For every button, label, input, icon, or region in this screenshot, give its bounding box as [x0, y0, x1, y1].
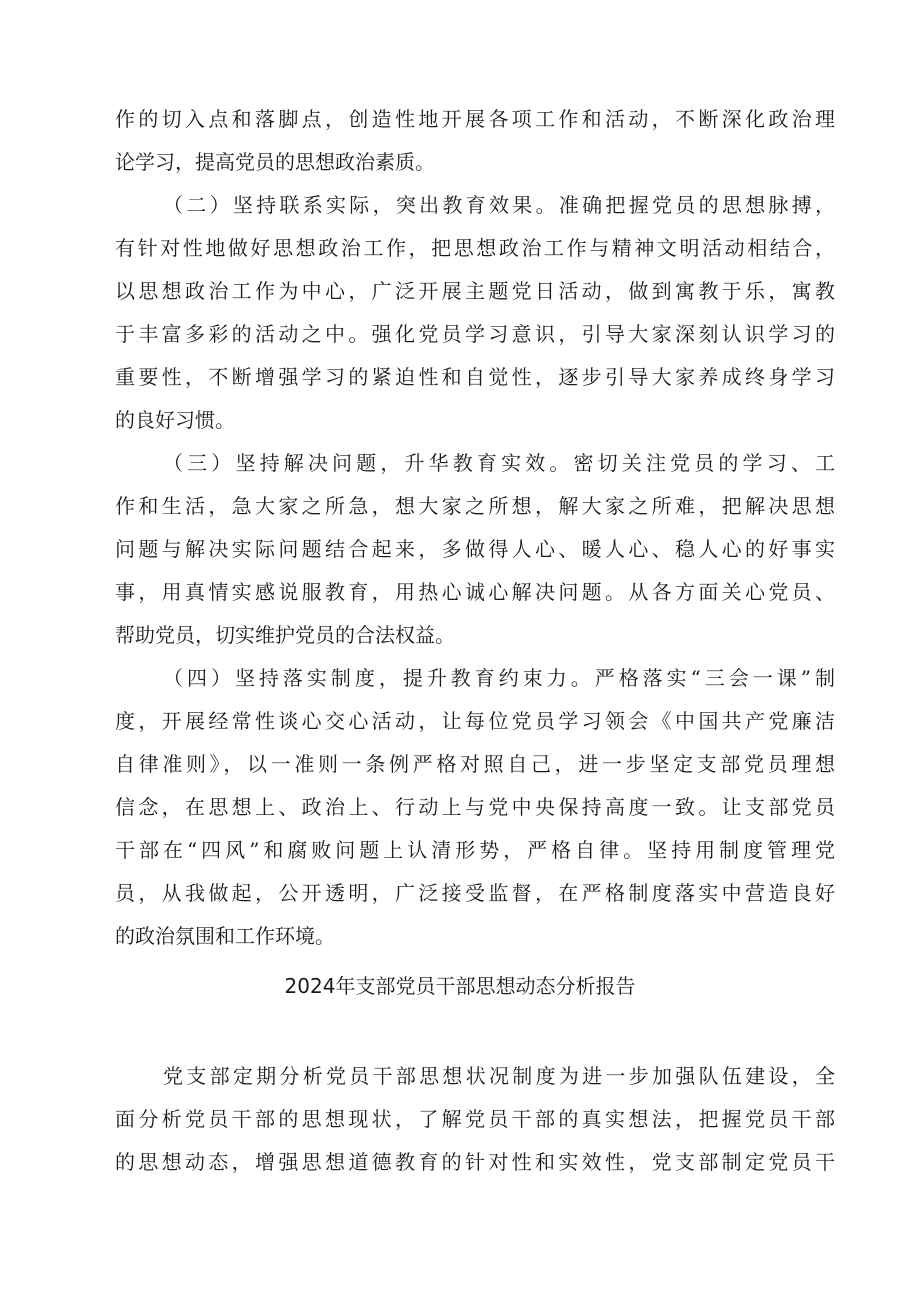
text-line: 作的切入点和落脚点，创造性地开展各项工作和活动，不断深化政治理 — [115, 107, 835, 131]
text-line: 自律准则》，以一准则一条例严格对照自己，进一步坚定支部党员理想 — [115, 752, 835, 776]
text-line: 的良好习惯。 — [115, 408, 235, 432]
text-line: 于丰富多彩的活动之中。强化党员学习意识，引导大家深刻认识学习的 — [115, 322, 835, 346]
text-line: 员，从我做起，公开透明，广泛接受监督，在严格制度落实中营造良好 — [115, 881, 835, 905]
text-line: 的政治氛围和工作环境。 — [115, 924, 335, 948]
paragraph-4-heading-line: （四）坚持落实制度，提升教育约束力。严格落实“三会一课”制 — [163, 666, 835, 690]
text-line: 信念，在思想上、政治上、行动上与党中央保持高度一致。让支部党员 — [115, 795, 835, 819]
text-line: 面分析党员干部的思想现状，了解党员干部的真实想法，把握党员干部 — [115, 1107, 835, 1131]
paragraph-2-heading-line: （二）坚持联系实际，突出教育效果。准确把握党员的思想脉搏， — [163, 193, 835, 217]
text-line: 论学习，提高党员的思想政治素质。 — [115, 150, 435, 174]
text-line: 帮助党员，切实维护党员的合法权益。 — [115, 623, 455, 647]
text-line: 作和生活，急大家之所急，想大家之所想，解大家之所难，把解决思想 — [115, 494, 835, 518]
text-line: 事，用真情实感说服教育，用热心诚心解决问题。从各方面关心党员、 — [115, 580, 835, 604]
text-line: 重要性，不断增强学习的紧迫性和自觉性，逐步引导大家养成终身学习 — [115, 365, 835, 389]
paragraph-3-heading-line: （三）坚持解决问题，升华教育实效。密切关注党员的学习、工 — [163, 451, 835, 475]
text-line: 以思想政治工作为中心，广泛开展主题党日活动，做到寓教于乐，寓教 — [115, 279, 835, 303]
text-line: 问题与解决实际问题结合起来，多做得人心、暖人心、稳人心的好事实 — [115, 537, 835, 561]
text-line: 的思想动态，增强思想道德教育的针对性和实效性，党支部制定党员干 — [115, 1150, 835, 1174]
text-line: 度，开展经常性谈心交心活动，让每位党员学习领会《中国共产党廉洁 — [115, 709, 835, 733]
text-line: 干部在“四风”和腐败问题上认清形势，严格自律。坚持用制度管理党 — [115, 838, 835, 862]
intro-paragraph-line: 党支部定期分析党员干部思想状况制度为进一步加强队伍建设，全 — [163, 1064, 835, 1088]
report-title: 2024年支部党员干部思想动态分析报告 — [284, 974, 636, 998]
text-line: 有针对性地做好思想政治工作，把思想政治工作与精神文明活动相结合， — [115, 236, 835, 260]
